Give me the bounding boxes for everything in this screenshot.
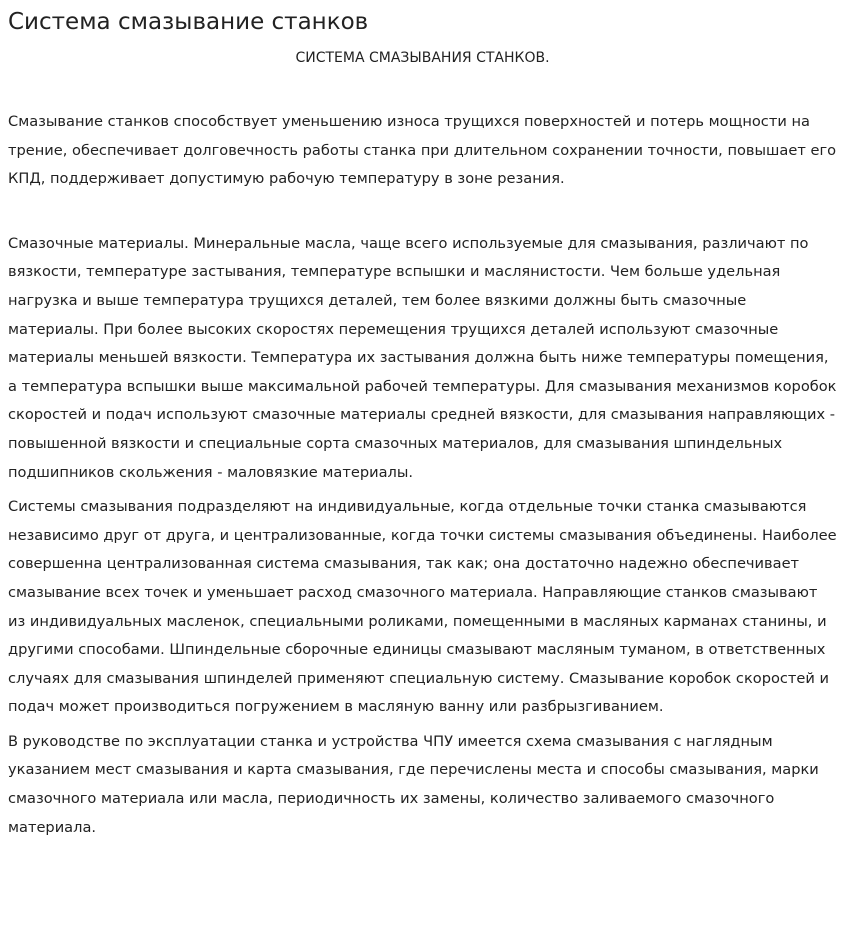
paragraph-lubricants: Смазочные материалы. Минеральные масла, чаще всего используемые для смазывания, различают по вязкости, температуре застывания, температуре вспышки и маслянистости. Чем больше удельная нагрузка и выше температура трущихся деталей, тем более вязкими должны быть смазочные материалы. При более высоких скоростях перемещения трущихся деталей используют смазочные материалы меньшей вязкости. Температура их застывания должна быть ниже температуры помещения, а температура вспышки выше максимальной рабочей температуры. Для смазывания механизмов коробок скоростей и подач используют смазочные материалы средней вязкости, для смазывания направляющих - повышенной вязкости и специальные сорта смазочных материалов, для смазывания шпиндельных подшипников скольжения - маловязкие материалы.	[8, 234, 837, 481]
paragraph-lubrication-systems: Системы смазывания подразделяют на индивидуальные, когда отдельные точки станка смазываются независимо друг от друга, и централизованные, когда точки системы смазывания объединены. Наиболее совершенна централизованная система смазывания, так как; она достаточно надежно обеспечивает смазывание всех точек и уменьшает расход смазочного материала. Направляющие станков смазывают из индивидуальных масленок, специальными роликами, помещенными в масляных карманах станины, и другими способами. Шпиндельные сборочные единицы смазывают масляным туманом, в ответственных случаях для смазывания шпинделей применяют специальную систему. Смазывание коробок скоростей и подач может производиться погружением в масляную ванну или разбрызгиванием.	[8, 498, 837, 716]
paragraph-manual: В руководстве по эксплуатации станка и устройства ЧПУ имеется схема смазывания с наглядным указанием мест смазывания и карта смазывания, где перечислены места и способы смазывания, марки смазочного материала или масла, периодичность их замены, количество заливаемого смазочного материала.	[8, 732, 819, 836]
paragraph-intro: Смазывание станков способствует уменьшению износа трущихся поверхностей и потерь мощности на трение, обеспечивает долговечность работы станка при длительном сохранении точности, повышает его КПД, поддерживает допустимую рабочую температуру в зоне резания.	[8, 113, 837, 188]
section-heading: СИСТЕМА СМАЗЫВАНИЯ СТАНКОВ.	[295, 50, 550, 66]
page-title: Система смазывание станков	[8, 9, 369, 35]
